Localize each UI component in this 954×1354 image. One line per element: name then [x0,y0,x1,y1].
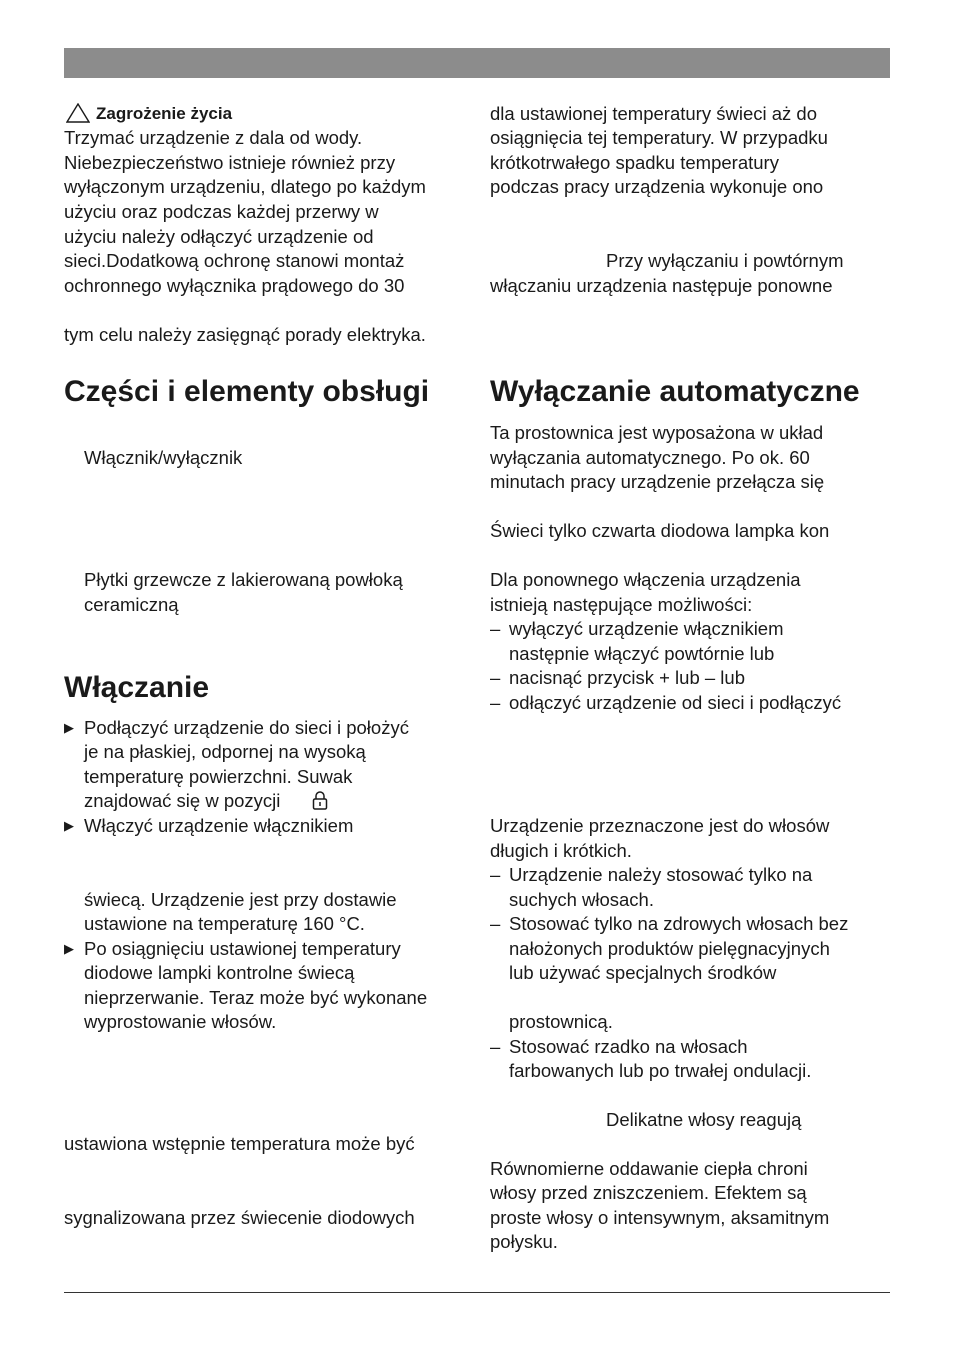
warning-line: Trzymać urządzenie z dala od wody. [64,127,363,148]
switch-on-heading: Włączanie [64,671,210,704]
list-item: następnie włączyć powtórnie lub [509,643,775,664]
warning-line: Niebezpieczeństwo istnieje również przy [64,152,396,173]
paragraph-line: długich i krótkich. [490,840,632,861]
parts-heading: Części i elementy obsługi [64,375,430,408]
dash-bullet: – [490,864,501,885]
part-item: Włącznik/wyłącznik [84,447,243,468]
paragraph-line: dla ustawionej temperatury świeci aż do [490,103,817,124]
dash-bullet: – [490,667,501,688]
paragraph-line: proste włosy o intensywnym, aksamitnym [490,1207,830,1228]
warning-tail: tym celu należy zasięgnąć porady elektryka. [64,324,426,345]
paragraph-line: osiągnięcia tej temperatury. W przypadku [490,127,828,148]
paragraph-line: włosy przed zniszczeniem. Efektem są [490,1182,807,1203]
step-line: znajdować się w pozycji [84,790,281,811]
bullet-arrow-icon: ▶ [64,818,74,833]
paragraph-line: krótkotrwałego spadku temperatury [490,152,779,173]
paragraph-line: Ta prostownica jest wyposażona w układ [490,422,824,443]
list-item: nacisnąć przycisk + lub – lub [509,667,745,688]
warning-line: użyciu należy odłączyć urządzenie od [64,226,374,247]
warning-triangle-icon [66,103,90,123]
paragraph-line: Dla ponownego włączenia urządzenia [490,569,801,590]
footer-rule [64,1292,890,1293]
dash-bullet: – [490,692,501,713]
list-item: suchych włosach. [509,889,654,910]
list-item: nałożonych produktów pielęgnacyjnych [509,938,830,959]
part-item: ceramiczną [84,594,179,615]
step-line: ustawione na temperaturę 160 °C. [84,913,365,934]
dash-bullet: – [490,913,501,934]
bullet-arrow-icon: ▶ [64,720,74,735]
warning-line: wyłączonym urządzeniu, dlatego po każdym [64,176,426,197]
list-item: lub używać specjalnych środków [509,962,777,983]
list-item: farbowanych lub po trwałej ondulacji. [509,1060,812,1081]
list-item: Stosować rzadko na włosach [509,1036,748,1057]
warning-line: ochronnego wyłącznika prądowego do 30 [64,275,405,296]
step-line: Po osiągnięciu ustawionej temperatury [84,938,401,959]
paragraph-line: sygnalizowana przez świecenie diodowych [64,1207,415,1228]
paragraph-line: Świeci tylko czwarta diodowa lampka kon [490,520,830,541]
warning-line: sieci.Dodatkową ochronę stanowi montaż [64,250,405,271]
paragraph-line: wyłączania automatycznego. Po ok. 60 [490,447,810,468]
paragraph-line: istnieją następujące możliwości: [490,594,753,615]
list-item: odłączyć urządzenie od sieci i podłączyć [509,692,842,713]
paragraph-line: Delikatne włosy reagują [606,1109,802,1130]
step-line: temperaturę powierzchni. Suwak [84,766,353,787]
list-item: prostownicą. [509,1011,613,1032]
dash-bullet: – [490,1036,501,1057]
paragraph-line: ustawiona wstępnie temperatura może być [64,1133,415,1154]
step-line: nieprzerwanie. Teraz może być wykonane [84,987,428,1008]
part-item: Płytki grzewcze z lakierowaną powłoką [84,569,403,590]
list-item: wyłączyć urządzenie włącznikiem [509,618,784,639]
warning-line: użyciu oraz podczas każdej przerwy w [64,201,379,222]
list-item: Urządzenie należy stosować tylko na [509,864,813,885]
bullet-arrow-icon: ▶ [64,941,74,956]
paragraph-line: minutach pracy urządzenie przełącza się [490,471,825,492]
step-line: diodowe lampki kontrolne świecą [84,962,355,983]
paragraph-line: podczas pracy urządzenia wykonuje ono [490,176,824,197]
paragraph-line: Równomierne oddawanie ciepła chroni [490,1158,808,1179]
step-line: świecą. Urządzenie jest przy dostawie [84,889,397,910]
warning-title: Zagrożenie życia [96,104,233,123]
paragraph-line: Przy wyłączaniu i powtórnym [606,250,844,271]
step-line: Włączyć urządzenie włącznikiem [84,815,354,836]
list-item: Stosować tylko na zdrowych włosach bez [509,913,849,934]
step-line: Podłączyć urządzenie do sieci i położyć [84,717,409,738]
auto-off-heading: Wyłączanie automatyczne [490,375,860,408]
step-line: wyprostowanie włosów. [84,1011,277,1032]
paragraph-line: połysku. [490,1231,558,1252]
lock-icon [312,791,328,810]
paragraph-line: włączaniu urządzenia następuje ponowne [490,275,833,296]
dash-bullet: – [490,618,501,639]
header-bar [64,48,890,78]
paragraph-line: Urządzenie przeznaczone jest do włosów [490,815,830,836]
step-line: je na płaskiej, odpornej na wysoką [84,741,366,762]
